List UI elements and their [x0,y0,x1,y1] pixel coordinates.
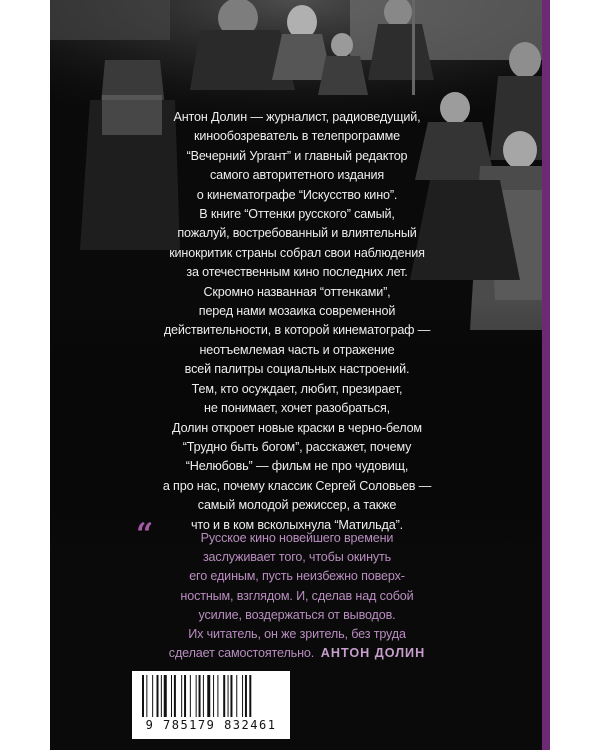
description-line: В книге “Оттенки русского” самый, [199,207,395,222]
description-line: перед нами мозаика современной [198,304,396,319]
barcode-stripe [249,675,251,717]
quote-mark-icon: “ [136,517,154,552]
barcode-icon [140,675,282,719]
barcode-stripe [230,675,232,717]
description-line: кинообозреватель в телепрограмме [194,129,400,144]
description-line: “Трудно быть богом”, расскажет, почему [182,439,412,454]
back-cover [50,0,542,750]
quote-line: заслуживает того, чтобы окинуть [202,550,392,565]
book-description [112,108,482,535]
barcode-stripe [164,675,167,717]
barcode-stripe [157,675,159,717]
barcode-stripe [223,675,225,717]
barcode-stripe [236,675,237,717]
description-line: Тем, кто осуждает, любит, презирает, [191,381,403,396]
description-line: пожалуй, востребованный и влиятельный [177,226,417,241]
barcode-stripe [190,675,191,717]
barcode-stripe [213,675,214,717]
spine-edge [542,0,550,750]
description-line: кинокритик страны собрал свои наблюдения [169,245,425,260]
quote-last-line [112,644,482,663]
quote-line: сделает самостоятельно. [168,646,315,661]
barcode-stripe [171,675,172,717]
description-line: за отечественным кино последних лет. [186,265,408,280]
description-line: самый молодой режиссер, а также [197,498,397,513]
barcode-stripe [203,675,204,717]
description-line: самого авторитетного издания [209,168,385,183]
quote-line: Русское кино новейшего времени [200,531,394,545]
barcode-stripe [242,675,243,717]
barcode-stripe [207,675,210,717]
description-line: неотъемлемая часть и отражение [199,342,395,357]
barcode-stripe [142,675,144,717]
description-line: всей палитры социальных настроений. [184,362,410,377]
quote-line: его единым, пусть неизбежно поверх- [189,569,405,584]
barcode-stripe [174,675,176,717]
isbn-barcode [132,671,290,739]
quote-author: АНТОН ДОЛИН [320,646,426,661]
description-line: а про нас, почему классик Сергей Соловьев — [162,478,432,493]
description-line: что и в ком всколыхнула “Матильда”. [190,517,404,532]
description-line: не понимает, хочет разобраться, [204,401,390,416]
barcode-stripe [146,675,147,717]
quote-line: усилие, воздержаться от выводов. [198,607,396,622]
barcode-stripe [181,675,182,717]
quote-line: ностным, взглядом. И, сделав над собой [180,588,414,603]
description-line: Скромно названная “оттенками”, [203,284,391,299]
isbn-number: 9 785179 832461 [145,718,277,732]
description-line: Долин откроет новые краски в черно-белом [172,420,422,435]
barcode-stripe [245,675,247,717]
description-line: “Вечерний Ургант” и главный редактор [186,148,408,163]
barcode-stripe [217,675,218,717]
author-quote [112,529,482,663]
description-line: действительности, в которой кинематограф — [163,323,431,338]
barcode-stripe [184,675,186,717]
barcode-stripe [196,675,197,717]
barcode-stripe [228,675,229,717]
quote-line: Их читатель, он же зритель, без труда [188,627,406,642]
barcode-stripe [152,675,153,717]
barcode-stripe [161,675,162,717]
description-line: “Нелюбовь” — фильм не про чудовищ, [185,459,409,474]
description-line: о кинематографе “Искусство кино”. [196,187,398,202]
description-line: Антон Долин — журналист, радиоведущий, [173,110,421,124]
barcode-stripe [199,675,201,717]
